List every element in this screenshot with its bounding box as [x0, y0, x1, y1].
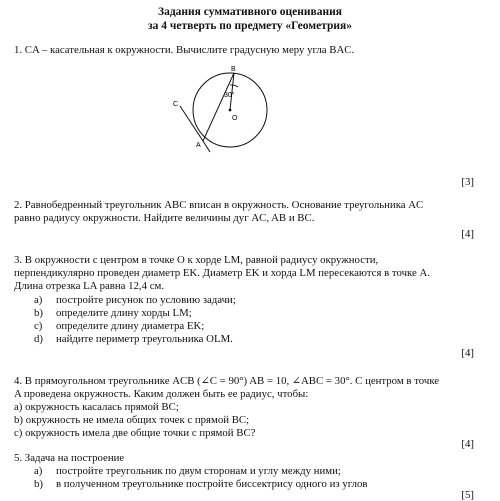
task-4-line-2: A проведена окружность. Каким должен быть ее радиус, чтобы:	[14, 388, 309, 400]
task-2-line-2: равно радиусу окружности. Найдите величины дуг AC, AB и BC.	[14, 212, 315, 224]
marker: d)	[34, 333, 43, 345]
task-3-line-2: перпендикулярно проведен диаметр EK. Диаметр EK и хорда LM пересекаются в точке A.	[14, 267, 431, 279]
circle-diagram	[168, 62, 268, 172]
item-text: определите длину диаметра EK;	[56, 320, 205, 332]
item-text: в полученном треугольнике постройте биссектрису одного из углов	[56, 478, 368, 490]
task-3-score: [4]	[461, 347, 474, 359]
task-5-title: 5. Задача на построение	[14, 452, 125, 464]
task-1-score: [3]	[461, 176, 474, 188]
angle-arc	[230, 85, 238, 87]
item-text: постройте рисунок по условию задачи;	[56, 294, 236, 306]
tangent-extension	[203, 141, 210, 152]
item-text: определите длину хорды LM;	[56, 307, 192, 319]
task-3-item-b	[34, 307, 192, 320]
task-4-line-5: c) окружность имела две общие точки с прямой BC?	[14, 427, 256, 439]
task-5-item-a	[34, 465, 341, 478]
header-line-2: за 4 четверть по предмету «Геометрия»	[148, 20, 352, 32]
task-4-line-1: 4. В прямоугольном треугольнике ACB (∠C = 90°) AB = 10, ∠ABC = 30°. С центром в точке	[14, 375, 440, 387]
label-o: O	[232, 115, 238, 122]
task-4-line-4: b) окружность не имела общих точек с прямой BC;	[14, 414, 250, 426]
task-1-text: 1. CA – касательная к окружности. Вычислите градусную меру угла BAC.	[14, 44, 355, 56]
label-a: A	[196, 142, 201, 149]
chord-ba	[203, 73, 234, 141]
label-angle: 30°	[224, 92, 235, 99]
label-c: C	[173, 101, 179, 108]
header-line-1: Задания суммативного оценивания	[158, 6, 342, 18]
marker: b)	[34, 478, 43, 490]
task-2-line-1: 2. Равнобедренный треугольник ABC вписан в окружность. Основание треугольника AC	[14, 199, 424, 211]
task-5-item-b	[34, 478, 368, 491]
tangent-ca	[180, 106, 203, 141]
item-text: постройте треугольник по двум сторонам и углу между ними;	[56, 465, 341, 477]
item-text: найдите периметр треугольника OLM.	[56, 333, 233, 345]
task-3-item-a	[34, 294, 236, 307]
task-2-score: [4]	[461, 228, 474, 240]
marker: b)	[34, 307, 43, 319]
point-o	[229, 109, 232, 112]
task-4-line-3: a) окружность касалась прямой BC;	[14, 401, 179, 413]
task-3-line-3: Длина отрезка LA равна 12,4 см.	[14, 280, 165, 292]
task-5-score: [5]	[461, 489, 474, 501]
marker: c)	[34, 320, 43, 332]
task-3-item-d	[34, 333, 233, 346]
task-4-score: [4]	[461, 438, 474, 450]
marker: a)	[34, 465, 43, 477]
task-3-item-c	[34, 320, 204, 333]
task-3-line-1: 3. В окружности с центром в точке O к хорде LM, равной радиусу окружности,	[14, 254, 379, 266]
marker: a)	[34, 294, 43, 306]
label-b: B	[231, 66, 236, 73]
